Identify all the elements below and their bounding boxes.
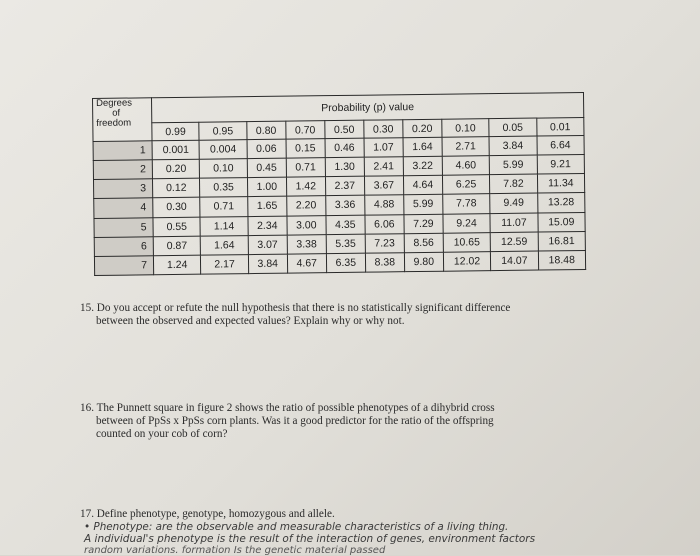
chi-value-cell: 2.17 [201, 254, 249, 274]
chi-value-cell: 4.67 [287, 253, 326, 273]
chi-value-cell: 2.34 [248, 216, 287, 236]
chi-value-cell: 0.55 [153, 217, 201, 237]
dof-cell: 1 [93, 141, 152, 161]
chi-value-cell: 13.28 [537, 193, 585, 213]
probability-value-cell: 0.20 [403, 119, 442, 137]
chi-value-cell: 9.49 [490, 193, 538, 213]
chi-value-cell: 3.38 [287, 234, 326, 254]
chi-value-cell: 2.20 [286, 196, 325, 216]
probability-value-cell: 0.30 [364, 120, 403, 138]
dof-header-line2: of [112, 107, 121, 119]
chi-value-cell: 0.004 [199, 140, 247, 160]
chi-value-cell: 0.87 [153, 236, 201, 256]
chi-value-cell: 3.22 [403, 156, 442, 176]
question-17 [80, 508, 335, 521]
probability-value-cell: 0.99 [152, 122, 200, 141]
chi-value-cell: 6.06 [365, 214, 404, 234]
dof-header-line1: Degrees [95, 97, 133, 109]
chi-value-cell: 18.48 [538, 250, 586, 270]
chi-value-cell: 3.36 [325, 196, 364, 216]
chi-value-cell: 0.10 [200, 159, 248, 179]
chi-value-cell: 0.35 [200, 178, 248, 198]
probability-value-cell: 0.70 [286, 121, 325, 139]
chi-value-cell: 1.00 [247, 177, 286, 197]
dof-cell: 3 [93, 179, 152, 199]
chi-value-cell: 1.64 [201, 235, 249, 255]
probability-header: Probability (p) value [152, 92, 584, 122]
chi-value-cell: 9.24 [443, 213, 491, 233]
chi-value-cell: 4.64 [403, 176, 442, 196]
chi-value-cell: 1.65 [247, 197, 286, 217]
dof-cell: 4 [94, 198, 153, 218]
chi-value-cell: 6.64 [537, 135, 585, 155]
table-body [93, 135, 586, 275]
chi-square-table [92, 92, 586, 276]
chi-value-cell: 2.37 [325, 176, 364, 196]
chi-value-cell: 15.09 [537, 212, 585, 232]
chi-value-cell: 6.25 [442, 175, 490, 195]
chi-value-cell: 5.35 [326, 234, 365, 254]
dof-cell: 7 [94, 256, 153, 276]
probability-value-cell: 0.50 [325, 120, 364, 138]
chi-value-cell: 3.67 [364, 176, 403, 196]
chi-value-cell: 8.38 [365, 253, 404, 273]
question-16 [80, 402, 495, 441]
chi-value-cell: 16.81 [538, 231, 586, 251]
dof-cell: 6 [94, 236, 153, 256]
chi-value-cell: 0.06 [247, 139, 286, 159]
chi-value-cell: 11.34 [537, 174, 585, 194]
chi-value-cell: 0.46 [325, 138, 364, 158]
question-16-line-3: counted on your cob of corn? [96, 428, 228, 440]
dof-header [93, 98, 153, 142]
chi-value-cell: 11.07 [490, 213, 538, 233]
chi-value-cell: 3.84 [248, 254, 287, 274]
question-15-line-2: between the observed and expected values? Explain why or why not. [96, 315, 405, 327]
chi-value-cell: 1.42 [286, 177, 325, 197]
chi-value-cell: 9.80 [404, 252, 443, 272]
chi-value-cell: 5.99 [404, 195, 443, 215]
question-15 [80, 302, 510, 328]
chi-value-cell: 1.24 [153, 255, 201, 275]
chi-value-cell: 8.56 [404, 233, 443, 253]
handwritten-answer-line-1: • Phenotype: are the observable and measurable characteristics of a living thing. [84, 521, 509, 533]
chi-value-cell: 1.14 [200, 216, 248, 236]
chi-value-cell: 7.23 [365, 233, 404, 253]
chi-square-table-wrapper [92, 92, 586, 276]
probability-value-cell: 0.10 [442, 119, 490, 138]
chi-value-cell: 4.60 [442, 156, 490, 176]
chi-value-cell: 3.84 [489, 136, 537, 156]
question-17-line-1: 17. Define phenotype, genotype, homozygous and allele. [80, 508, 335, 520]
chi-value-cell: 4.88 [364, 195, 403, 215]
chi-value-cell: 4.35 [326, 215, 365, 235]
chi-value-cell: 0.71 [200, 197, 248, 217]
chi-value-cell: 3.07 [248, 235, 287, 255]
dof-cell: 5 [94, 217, 153, 237]
chi-value-cell: 3.00 [287, 215, 326, 235]
probability-value-cell: 0.01 [536, 117, 584, 136]
chi-value-cell: 12.02 [443, 251, 491, 271]
chi-value-cell: 0.15 [286, 139, 325, 159]
handwritten-answer-line-3: random variations. formation Is the genetic material passed [84, 545, 386, 556]
chi-value-cell: 0.71 [286, 158, 325, 178]
dof-header-line3: freedom [96, 117, 132, 129]
question-16-line-1: 16. The Punnett square in figure 2 shows the ratio of possible phenotypes of a dihybrid cross [80, 402, 495, 414]
chi-value-cell: 1.30 [325, 157, 364, 177]
chi-value-cell: 1.64 [403, 137, 442, 157]
chi-value-cell: 0.30 [153, 198, 201, 218]
chi-value-cell: 0.20 [152, 159, 200, 179]
chi-value-cell: 2.41 [364, 157, 403, 177]
chi-value-cell: 7.78 [443, 194, 491, 214]
handwritten-answer-line-2: A individual's phenotype is the result of the interaction of genes, environment factors [84, 533, 536, 545]
chi-value-cell: 14.07 [491, 251, 539, 271]
chi-value-cell: 7.29 [404, 214, 443, 234]
chi-value-cell: 0.12 [152, 178, 200, 198]
chi-value-cell: 6.35 [326, 253, 365, 273]
chi-value-cell: 2.71 [442, 137, 490, 157]
chi-value-cell: 12.59 [490, 232, 538, 252]
question-16-line-2: between of PpSs x PpSs corn plants. Was it a good predictor for the ratio of the offspring [96, 415, 494, 427]
chi-value-cell: 5.99 [489, 155, 537, 175]
dof-cell: 2 [93, 160, 152, 180]
probability-value-cell: 0.05 [489, 118, 537, 137]
chi-value-cell: 9.21 [537, 155, 585, 175]
chi-value-cell: 0.45 [247, 158, 286, 178]
chi-value-cell: 1.07 [364, 138, 403, 158]
chi-value-cell: 10.65 [443, 232, 491, 252]
question-15-line-1: 15. Do you accept or refute the null hypothesis that there is no statistically significant difference [80, 302, 511, 314]
probability-value-cell: 0.95 [199, 122, 247, 141]
chi-value-cell: 7.82 [490, 174, 538, 194]
probability-value-cell: 0.80 [246, 121, 285, 139]
chi-value-cell: 0.001 [152, 140, 200, 160]
